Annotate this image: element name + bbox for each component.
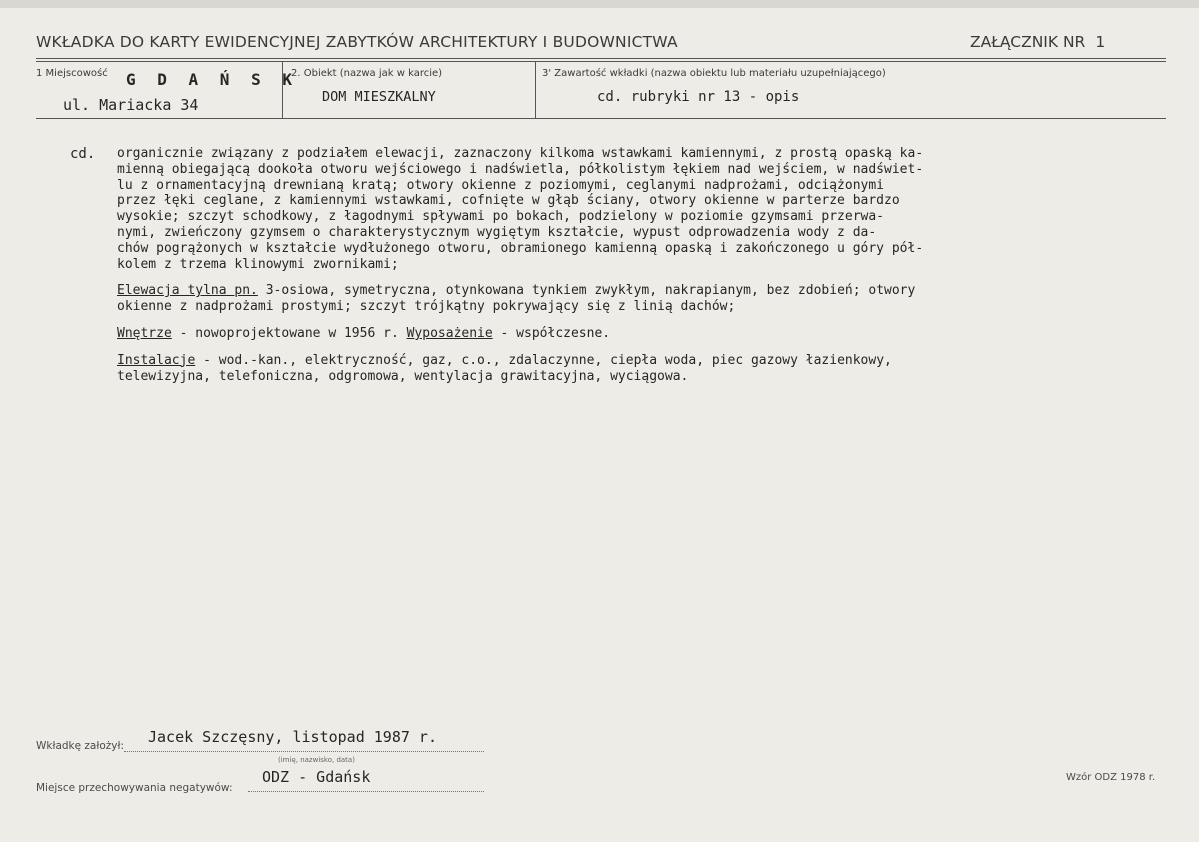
interior-text: - nowoprojektowane w 1956 r. [171, 325, 407, 341]
locality-value: G D A Ń S K [126, 70, 298, 89]
description-body [117, 146, 1167, 395]
text-line: nymi, zwieńczony gzymsem o charakterystycznym wygiętym kształcie, wypust odprowadzenia wody z da- [117, 224, 877, 240]
installations-heading: Instalacje [117, 352, 196, 368]
form-title: WKŁADKA DO KARTY EWIDENCYJNEJ ZABYTKÓW ARCHITEKTURY I BUDOWNICTWA [36, 33, 678, 51]
top-rule [36, 58, 1166, 59]
text-line: chów pogrążonych w kształcie wydłużonego otworu, obramionego kamienną opaską i zakończonego u góry pół- [117, 240, 924, 256]
interior-heading: Wnętrze [117, 325, 172, 341]
object-value: DOM MIESZKALNY [322, 89, 436, 105]
object-label: 2. Obiekt (nazwa jak w karcie) [291, 68, 443, 79]
template-label: Wzór ODZ 1978 r. [1066, 772, 1156, 783]
author-dotted-line [124, 751, 484, 752]
installations-text: - wod.-kan., elektryczność, gaz, c.o., zdalaczynne, ciepła woda, piec gazowy łazienkowy, [195, 352, 892, 368]
field-divider-2 [535, 61, 536, 118]
locality-label: 1 Miejscowość [36, 68, 108, 79]
furnishing-heading: Wyposażenie [406, 325, 493, 341]
paragraph-facade-details [117, 146, 1167, 272]
storage-value: ODZ - Gdańsk [262, 768, 371, 786]
author-hint: (imię, nazwisko, data) [278, 756, 355, 764]
rear-facade-heading: Elewacja tylna pn. [117, 283, 258, 299]
content-label: 3' Zawartość wkładki (nazwa obiektu lub materiału uzupełniającego) [542, 68, 886, 79]
text-line [117, 353, 1167, 369]
text-line: lu z ornamentacyjną drewnianą kratą; otwory okienne z poziomymi, ceglanymi nadprożami, odciążonymi [117, 177, 885, 193]
attachment-label: ZAŁĄCZNIK NR [970, 33, 1086, 51]
text-line: organicznie związany z podziałem elewacji, zaznaczony kilkoma wstawkami kamiennymi, z prostą opaską ka- [117, 146, 924, 161]
paper-top-edge [0, 0, 1199, 8]
text-line: telewizyjna, telefoniczna, odgromowa, wentylacja grawitacyjna, wyciągowa. [117, 368, 689, 384]
author-value: Jacek Szczęsny, listopad 1987 r. [148, 728, 437, 746]
continuation-prefix: cd. [70, 146, 96, 162]
bottom-rule [36, 118, 1166, 119]
paragraph-rear-facade [117, 283, 1167, 315]
text-line: okienne z nadprożami prostymi; szczyt trójkątny pokrywający się z linią dachów; [117, 299, 736, 315]
content-value: cd. rubryki nr 13 - opis [597, 89, 800, 105]
text-line: mienną obiegającą dookoła otworu wejściowego i nadświetla, półkolistym łękiem nad wejściem, w nadświet- [117, 161, 924, 177]
street-value: ul. Mariacka 34 [63, 96, 199, 114]
text-line: kolem z trzema klinowymi zwornikami; [117, 256, 399, 272]
top-rule-2 [36, 61, 1166, 62]
paragraph-installations [117, 353, 1167, 385]
author-label: Wkładkę założył: [36, 740, 125, 752]
storage-label: Miejsce przechowywania negatywów: [36, 782, 233, 794]
text-line [117, 326, 1167, 342]
text-line: wysokie; szczyt schodkowy, z łagodnymi spływami po bokach, podzielony w poziomie gzymsami przerwa- [117, 209, 885, 225]
paragraph-interior [117, 326, 1167, 342]
attachment-number-value: 1 [1095, 33, 1106, 51]
text-line [117, 283, 1167, 299]
storage-dotted-line [248, 791, 484, 792]
rear-facade-text: 3-osiowa, symetryczna, otynkowana tynkiem zwykłym, nakrapianym, bez zdobień; otwory [257, 283, 916, 299]
attachment-number [970, 33, 1105, 51]
furnishing-text: - współczesne. [492, 325, 611, 341]
text-line: przez łęki ceglane, z kamiennymi wstawkami, cofnięte w głąb ściany, otwory okienne w parterze bardzo [117, 193, 900, 209]
